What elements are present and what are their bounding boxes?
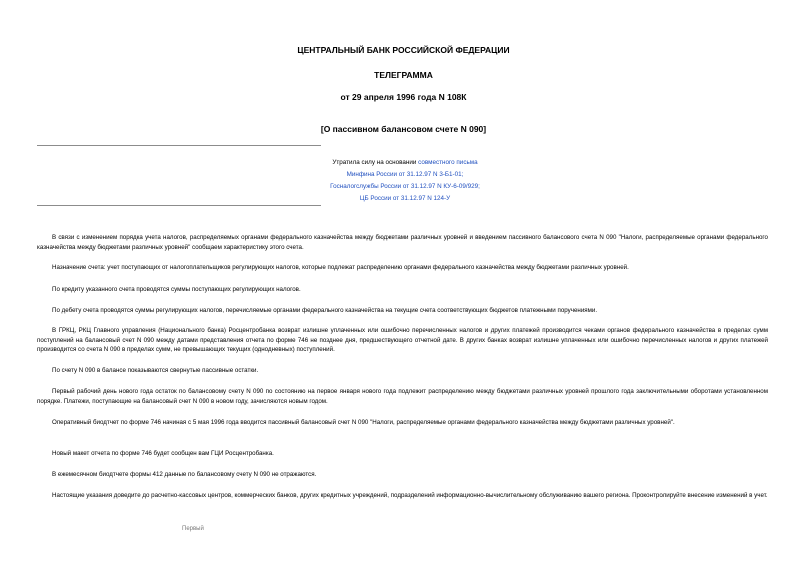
organization-heading: ЦЕНТРАЛЬНЫЙ БАНК РОССИЙСКОЙ ФЕДЕРАЦИИ: [297, 45, 510, 55]
body-paragraph: В ежемесячном биодтчете формы 412 данные по балансовому счету N 090 не отражаются.: [52, 471, 317, 479]
body-paragraph: Новый макет отчета по форме 746 будет сообщен вам ГЦИ Росцентробанка.: [52, 450, 274, 458]
body-paragraph: Назначение счета: учет поступающих от налогоплательщиков регулирующих налогов, которые подлежат распределению органами федерального казначейства между бюджетами различных уровней.: [52, 264, 629, 272]
status-link-central-bank[interactable]: ЦБ России от 31.12.97 N 124-У: [359, 195, 451, 202]
status-link-letter[interactable]: совместного письма: [418, 159, 478, 166]
signature-position: Первый: [182, 526, 204, 532]
document-date-number: от 29 апреля 1996 года N 108К: [340, 92, 467, 102]
divider-top: [37, 145, 321, 146]
document-type: ТЕЛЕГРАММА: [374, 70, 433, 80]
status-prefix: Утратила силу на основании: [332, 159, 417, 166]
body-paragraph: Первый рабочий день нового года остаток по балансовому счету N 090 по состоянию на первое января нового года подлежит распределению между бюджетами различных уровней прошлого года заключительными оборотами установленном порядке. Платежи, поступающие на балансовый счет N 090 в новом году, зачисляются новым годом.: [37, 388, 768, 405]
body-paragraph: Оперативный биодтчет по форме 746 начиная с 5 мая 1996 года вводится пассивный балансовый счет N 090 "Налоги, распределяемые органами федерального казначейства между бюджетами различных уровней".: [52, 419, 675, 427]
status-link-tax-service[interactable]: Госналогслужбы России от 31.12.97 N КУ-6-09/929;: [330, 183, 480, 190]
body-paragraph: В связи с изменением порядка учета налогов, распределяемых органами федерального казначейства между бюджетами различных уровней и введением пассивного балансового счета N 090 "Налоги, распределяемые органами федерального казначейства между бюджетами различных уровней" сообщаем характеристику этого счета.: [37, 234, 768, 251]
document-title: [О пассивном балансовом счете N 090]: [320, 124, 487, 134]
divider-bottom: [37, 205, 321, 206]
body-paragraph: По счету N 090 в балансе показываются свернутые пассивные остатки.: [52, 367, 259, 375]
status-note: [290, 157, 520, 205]
body-paragraph: По кредиту указанного счета проводятся суммы поступающих регулирующих налогов.: [52, 286, 301, 294]
body-paragraph: В ГРКЦ, РКЦ Главного управления (Национального банка) Росцентробанка возврат излишне уплаченных или ошибочно перечисленных налогов и других платежей производится чеками органов федерального казначейства в пределах сумм поступлений на балансовый счет N 090 между датами представления отчета по форме 746 не позднее дня, предшествующего отчетной дате. В других банках возврат излишне уплаченных или ошибочно перечисленных налогов и других платежей производится со счета N 090 в пределах сумм, не превышающих текущих (однодневных) поступлений.: [37, 327, 768, 354]
body-paragraph: Настоящие указания доведите до расчетно-кассовых центров, коммерческих банков, других кредитных учреждений, подразделений информационно-вычислительному обслуживанию вашего региона. Проконтролируйте внесение изменений в учет.: [52, 492, 768, 500]
status-link-minfin[interactable]: Минфина России от 31.12.97 N 3-Б1-01;: [346, 171, 464, 178]
body-paragraph: По дебету счета проводятся суммы регулирующих налогов, перечисляемые органами федерального казначейства на текущие счета соответствующих бюджетов платежными поручениями.: [52, 307, 598, 315]
